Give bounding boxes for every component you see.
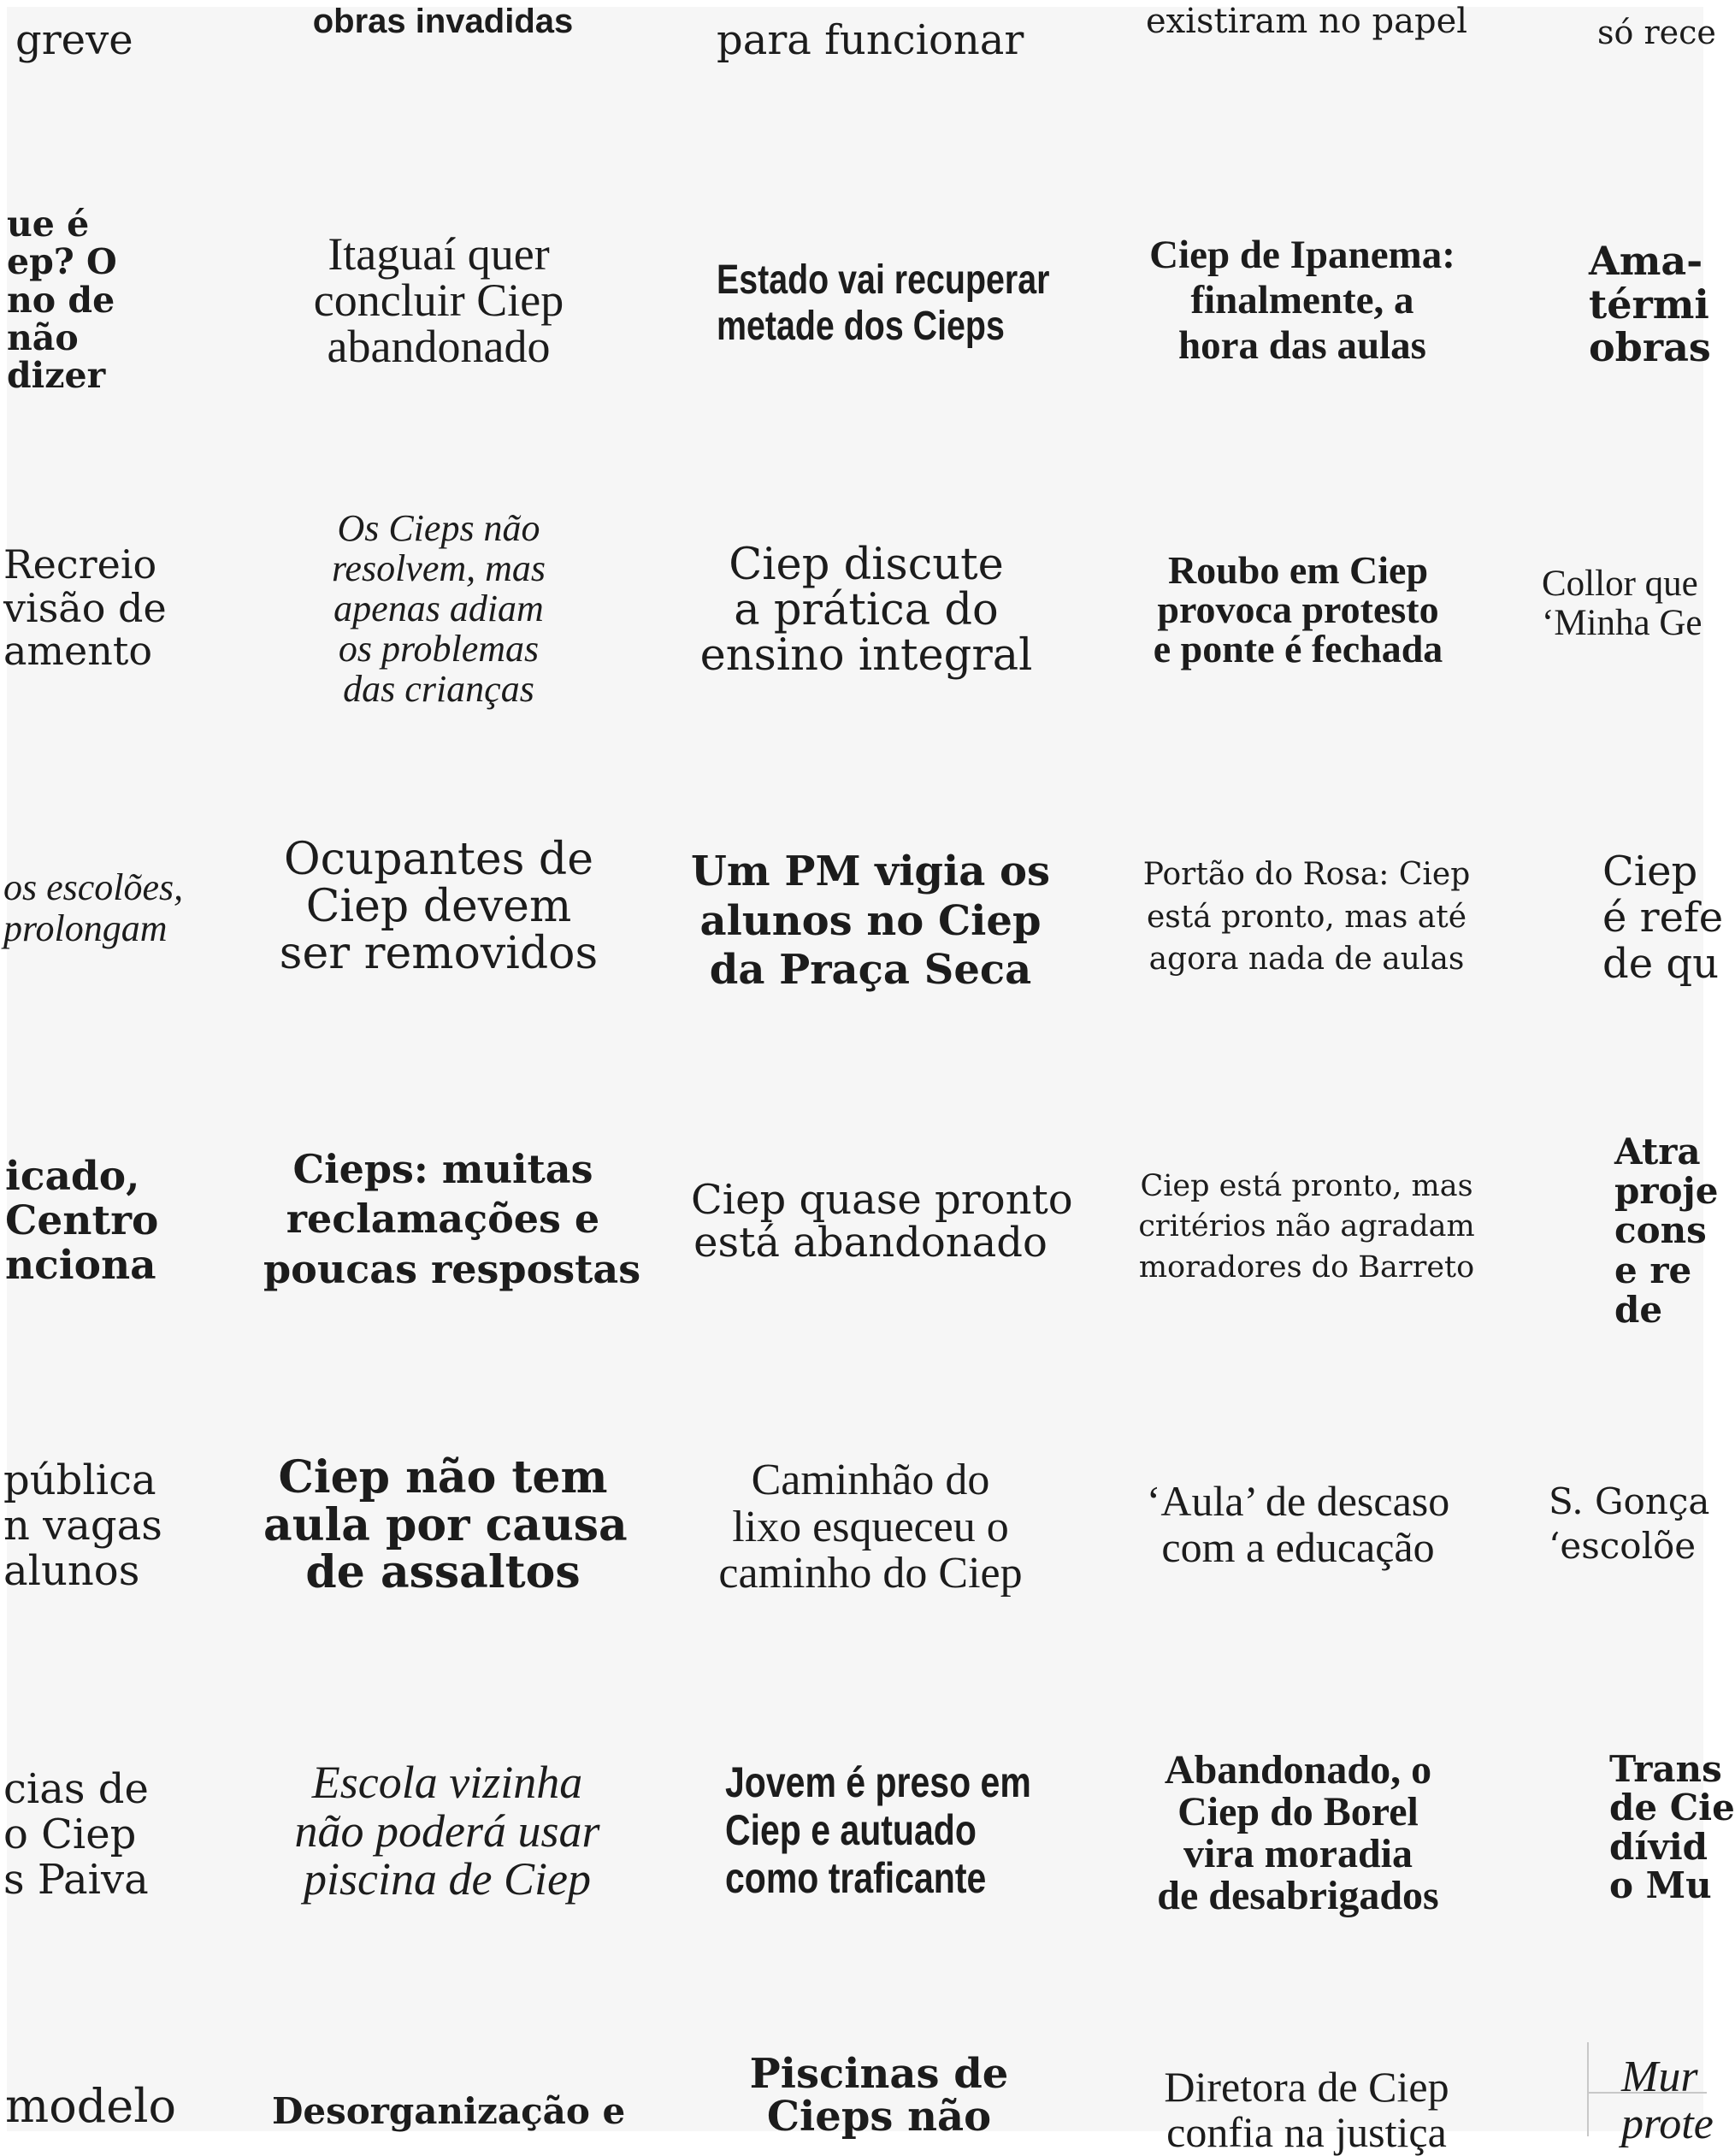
headline-r3-c4: Roubo em Ciep provoca protesto e ponte é fechada <box>1153 548 1443 670</box>
headline-r4-c2: Ocupantes de Ciep devem ser removidos <box>279 834 599 980</box>
headline-r8-c1: modelo <box>5 2079 177 2133</box>
headline-r4-c1: os escolões, prolongam <box>3 866 184 950</box>
headline-r6-c1: pública n vagas alunos <box>3 1456 162 1595</box>
headline-r1-c2: obras invadidas <box>312 3 574 40</box>
headline-r1-c3: para funcionar <box>717 16 1024 64</box>
headline-r7-c5: Trans de Cie dívid o Mu <box>1609 1748 1735 1907</box>
headline-r2-c3: Estado vai recuperar metade dos Cieps <box>717 257 1050 349</box>
clippings-collage <box>3 2 1735 2156</box>
headline-r7-c1: cias de o Ciep s Paiva <box>3 1765 149 1904</box>
headline-r5-c2: Cieps: muitas reclamações e poucas respostas <box>263 1146 641 1292</box>
headline-r3-c3: Ciep discute a prática do ensino integral <box>699 540 1033 682</box>
headline-r1-c5: só rece <box>1597 14 1716 51</box>
headline-r4-c4: Portão do Rosa: Ciep está pronto, mas até agora nada de aulas <box>1142 857 1471 978</box>
headline-r5-c1: icado, Centro nciona <box>5 1153 159 1290</box>
headline-r1-c1: greve <box>15 16 133 64</box>
headline-r2-c5: Ama- térmi obras <box>1589 238 1711 371</box>
headline-r5-c3: Ciep quase pronto está abandonado <box>691 1176 1073 1267</box>
headline-r7-c4: Abandonado, o Ciep do Borel vira moradia de desabrigados <box>1157 1747 1439 1918</box>
headline-r8-c2: Desorganização e <box>272 2090 626 2132</box>
headline-r7-c2: Escola vizinha não poderá usar piscina de Ciep <box>294 1757 600 1905</box>
clipping-border-line <box>1587 2042 1589 2136</box>
headline-r8-c5: Mur prote <box>1621 2053 1714 2148</box>
headline-r3-c1: Recreio visão de amento <box>3 541 167 675</box>
headline-r2-c2: Itaguaí quer concluir Ciep abandonado <box>313 228 564 372</box>
headline-r6-c5: S. Gonça ‘escolõe <box>1549 1480 1710 1567</box>
headline-r6-c3: Caminhão do lixo esqueceu o caminho do Ciep <box>718 1456 1023 1598</box>
headline-r4-c3: Um PM vigia os alunos no Ciep da Praça Seca <box>691 848 1051 995</box>
headline-r5-c4: Ciep está pronto, mas critérios não agradam moradores do Barreto <box>1138 1169 1475 1285</box>
headline-r6-c2: Ciep não tem aula por causa de assaltos <box>263 1451 628 1599</box>
headline-r2-c4: Ciep de Ipanema: finalmente, a hora das aulas <box>1149 233 1455 369</box>
headline-r8-c3: Piscinas de Cieps não <box>749 2050 1009 2141</box>
headline-r4-c5: Ciep é refe de qu <box>1602 848 1724 989</box>
headline-r6-c4: ‘Aula’ de descaso com a educação <box>1146 1477 1450 1571</box>
headline-r7-c3: Jovem é preso em Ciep e autuado como traficante <box>725 1758 1031 1902</box>
headline-r5-c5: Atra proje cons e re de <box>1614 1131 1719 1331</box>
headline-r1-c4: existiram no papel <box>1145 2 1468 41</box>
headline-r3-c2: Os Cieps não resolvem, mas apenas adiam os problemas das crianças <box>331 507 546 711</box>
headline-r3-c5: Collor que ‘Minha Ge <box>1542 564 1703 643</box>
headline-r8-c4: Diretora de Ciep confia na justiça <box>1164 2063 1449 2156</box>
headline-r2-c1: ue é ep? O no de não dizer <box>7 204 117 397</box>
